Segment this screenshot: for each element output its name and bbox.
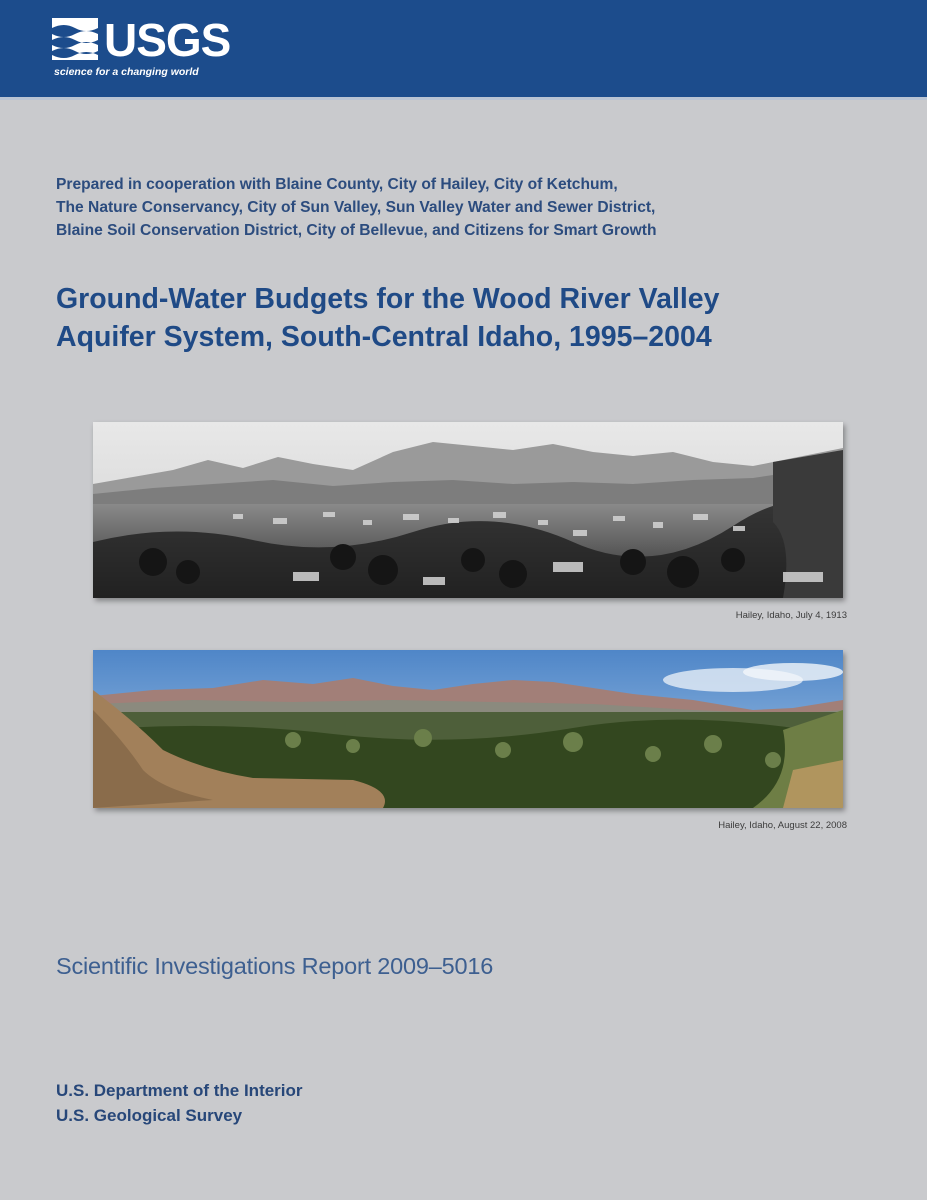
agency-block [56,1078,303,1128]
report-title-line: Aquifer System, South-Central Idaho, 1995–2004 [56,321,712,353]
report-title-line: Ground-Water Budgets for the Wood River Valley [56,283,720,315]
usgs-logo [52,14,242,84]
usgs-wave-icon [52,14,98,64]
historic-panorama-image [93,422,843,598]
photo-caption: Hailey, Idaho, July 4, 1913 [735,610,847,621]
cooperation-line: Blaine Soil Conservation District, City of Bellevue, and Citizens for Smart Growth [56,222,657,239]
usgs-logo-text: USGS [104,14,231,66]
cooperation-statement [56,173,876,242]
usgs-banner [0,0,927,100]
agency-line: U.S. Geological Survey [56,1106,243,1125]
agency-line: U.S. Department of the Interior [56,1081,303,1100]
photo-caption: Hailey, Idaho, August 22, 2008 [718,820,847,831]
modern-panorama-photo [93,650,843,808]
cooperation-line: The Nature Conservancy, City of Sun Valley, Sun Valley Water and Sewer District, [56,199,656,216]
usgs-tagline: science for a changing world [54,66,199,78]
report-series: Scientific Investigations Report 2009–5016 [56,953,494,979]
historic-panorama-photo [93,422,843,598]
cooperation-line: Prepared in cooperation with Blaine County, City of Hailey, City of Ketchum, [56,176,618,193]
report-title [56,280,876,356]
modern-panorama-image [93,650,843,808]
